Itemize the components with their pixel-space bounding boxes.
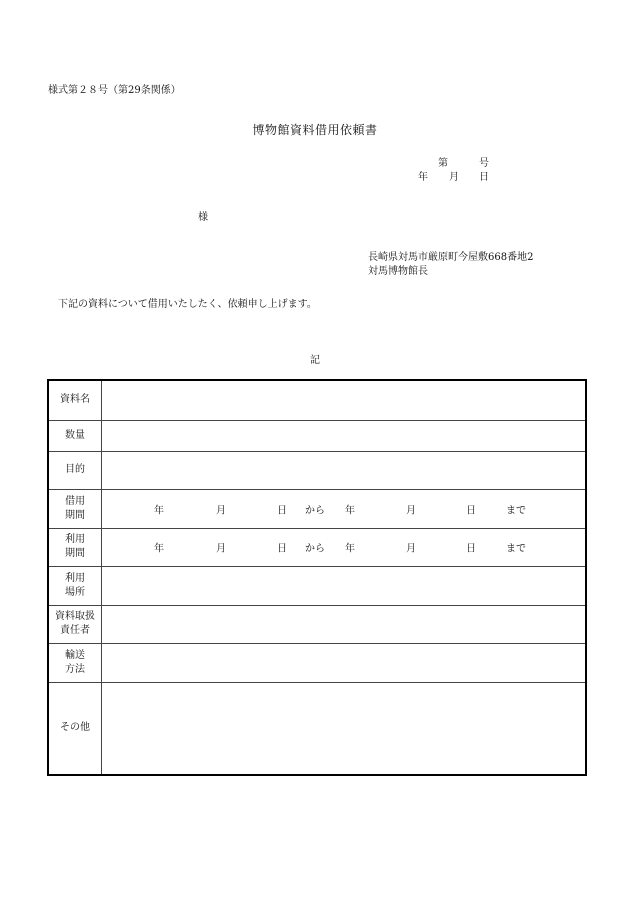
label-quantity: 数量 [65,429,85,441]
loan-details-table [47,379,587,776]
use-period-field[interactable] [102,528,587,566]
use-end-day: 日 [466,543,476,555]
use-start-year: 年 [154,543,164,555]
loan-end-year: 年 [345,505,355,516]
label-use-location-line1: 利用 [65,572,85,584]
ki-heading: 記 [310,355,320,366]
use-end-month: 月 [406,543,416,555]
loan-period-field[interactable] [102,489,587,528]
doc-number-dai: 第 [438,158,448,169]
use-from: から [305,543,325,555]
row-purpose [48,451,586,489]
label-cell [48,682,102,775]
transport-field[interactable] [102,643,587,682]
loan-start-month: 月 [216,505,226,516]
use-until: まで [506,543,526,555]
label-cell [48,451,102,489]
label-cell [48,528,102,566]
quantity-field[interactable] [102,420,587,451]
row-material-name [48,380,586,420]
label-other: その他 [60,722,90,734]
row-quantity [48,420,586,451]
label-handler-line2: 責任者 [60,625,90,636]
label-purpose: 目的 [65,464,85,475]
label-transport-line2: 方法 [65,663,85,675]
date-month: 月 [449,172,459,183]
recipient-honorific: 様 [198,212,208,223]
row-other [48,682,586,775]
label-loan-period-line1: 借用 [65,495,85,507]
loan-end-month: 月 [406,505,416,516]
label-cell [48,605,102,643]
label-material-name: 資料名 [60,394,90,406]
sender-address: 長崎県対馬市厳原町今屋敷668番地2 [368,252,534,263]
date-year: 年 [418,172,428,183]
request-text: 下記の資料について借用いたしたく、依頼申し上げます。 [58,299,317,310]
date-day: 日 [479,172,489,183]
purpose-field[interactable] [102,451,587,489]
label-cell [48,380,102,420]
row-use-location [48,566,586,605]
label-use-period-line1: 利用 [65,534,85,545]
row-use-period [48,528,586,566]
loan-from: から [305,505,325,516]
form-number: 様式第２８号（第29条関係） [48,85,181,96]
label-handler-line1: 資料取扱 [55,611,95,622]
sender-name: 対馬博物館長 [368,266,428,277]
row-loan-period [48,489,586,528]
label-use-location-line2: 場所 [65,586,85,598]
label-loan-period-line2: 期間 [65,509,85,521]
loan-end-day: 日 [466,505,476,516]
handler-field[interactable] [102,605,587,643]
use-location-field[interactable] [102,566,587,605]
label-use-period-line2: 期間 [65,548,85,559]
label-cell [48,420,102,451]
label-cell [48,489,102,528]
loan-until: まで [506,505,526,516]
loan-start-day: 日 [277,505,287,516]
row-handler [48,605,586,643]
label-transport-line1: 輸送 [65,649,85,661]
loan-start-year: 年 [154,505,164,516]
doc-number-go: 号 [479,158,489,169]
row-transport [48,643,586,682]
document-title: 博物館資料借用依頼書 [252,123,378,137]
label-cell [48,643,102,682]
use-start-day: 日 [277,543,287,555]
use-start-month: 月 [216,543,226,555]
other-field[interactable] [102,682,587,775]
use-end-year: 年 [345,543,355,555]
material-name-field[interactable] [102,380,587,420]
label-cell [48,566,102,605]
